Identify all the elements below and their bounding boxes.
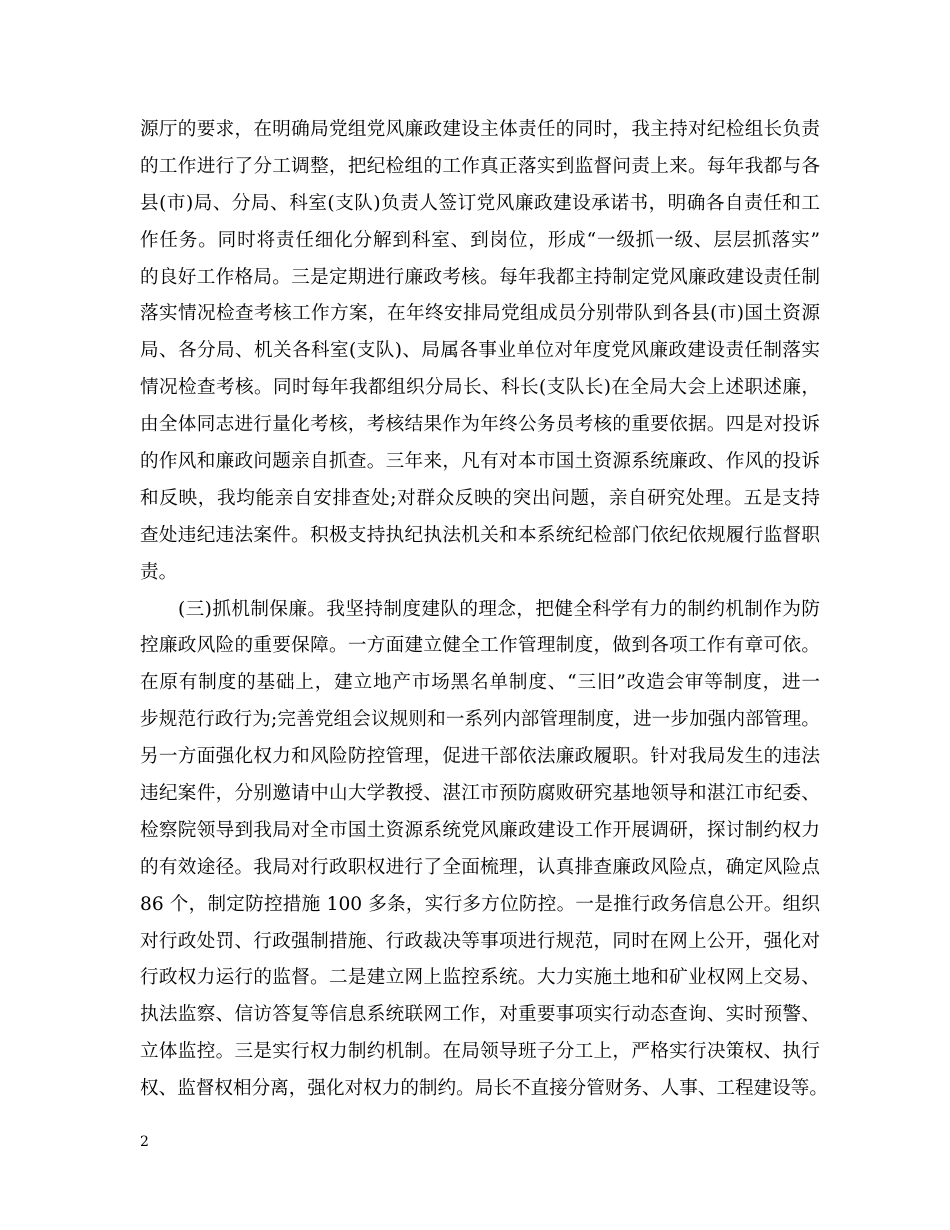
text-line: 县(市)局、分局、科室(支队)负责人签订党风廉政建设承诺书，明确各自责任和工 (140, 192, 820, 214)
page-number: 2 (140, 1134, 149, 1150)
text-line: 局、各分局、机关各科室(支队)、局属各事业单位对年度党风廉政建设责任制落实 (140, 340, 820, 362)
text-line: 源厅的要求，在明确局党组党风廉政建设主体责任的同时，我主持对纪检组长负责 (140, 119, 820, 140)
text-line: 的工作进行了分工调整，把纪检组的工作真正落实到监督问责上来。每年我都与各 (140, 155, 820, 177)
text-line: 对行政处罚、行政强制措施、行政裁决等事项进行规范，同时在网上公开，强化对 (140, 930, 820, 952)
text-line: 违纪案件，分别邀请中山大学教授、湛江市预防腐败研究基地领导和湛江市纪委、 (140, 783, 820, 805)
text-line: 行政权力运行的监督。二是建立网上监控系统。大力实施土地和矿业权网上交易、 (140, 967, 820, 989)
text-line: 落实情况检查考核工作方案，在年终安排局党组成员分别带队到各县(市)国土资源 (140, 303, 820, 325)
text-line: 86 个，制定防控措施 100 多条，实行多方位防控。一是推行政务信息公开。组织 (140, 893, 820, 915)
text-line: 的作风和廉政问题亲自抓查。三年来，凡有对本市国土资源系统廉政、作风的投诉 (140, 451, 820, 473)
text-line: 控廉政风险的重要保障。一方面建立健全工作管理制度，做到各项工作有章可依。 (140, 635, 820, 657)
text-line: 步规范行政行为;完善党组会议规则和一系列内部管理制度，进一步加强内部管理。 (140, 709, 820, 731)
body-text (140, 112, 828, 1108)
text-line: 的良好工作格局。三是定期进行廉政考核。每年我都主持制定党风廉政建设责任制 (140, 266, 820, 288)
text-line: 在原有制度的基础上，建立地产市场黑名单制度、“三旧”改造会审等制度，进一 (140, 672, 820, 694)
text-line: 作任务。同时将责任细化分解到科室、到岗位，形成“一级抓一级、层层抓落实” (140, 229, 820, 251)
text-line: 情况检查考核。同时每年我都组织分局长、科长(支队长)在全局大会上述职述廉， (140, 377, 820, 399)
text-line: 执法监察、信访答复等信息系统联网工作，对重要事项实行动态查询、实时预警、 (140, 1004, 820, 1026)
text-line: 由全体同志进行量化考核，考核结果作为年终公务员考核的重要依据。四是对投诉 (140, 414, 820, 436)
text-line: 的有效途径。我局对行政职权进行了全面梳理，认真排查廉政风险点，确定风险点 (140, 856, 820, 878)
text-line: (三)抓机制保廉。我坚持制度建队的理念，把健全科学有力的制约机制作为防 (140, 598, 820, 620)
text-line: 查处违纪违法案件。积极支持执纪执法机关和本系统纪检部门依纪依规履行监督职 (140, 524, 820, 546)
text-line: 责。 (140, 561, 178, 583)
text-line: 立体监控。三是实行权力制约机制。在局领导班子分工上，严格实行决策权、执行 (140, 1041, 820, 1063)
text-line: 和反映，我均能亲自安排查处;对群众反映的突出问题，亲自研究处理。五是支持 (140, 487, 820, 509)
text-line: 另一方面强化权力和风险防控管理，促进干部依法廉政履职。针对我局发生的违法 (140, 746, 820, 768)
text-line: 检察院领导到我局对全市国土资源系统党风廉政建设工作开展调研，探讨制约权力 (140, 819, 820, 841)
text-line: 权、监督权相分离，强化对权力的制约。局长不直接分管财务、人事、工程建设等。 (140, 1078, 828, 1100)
